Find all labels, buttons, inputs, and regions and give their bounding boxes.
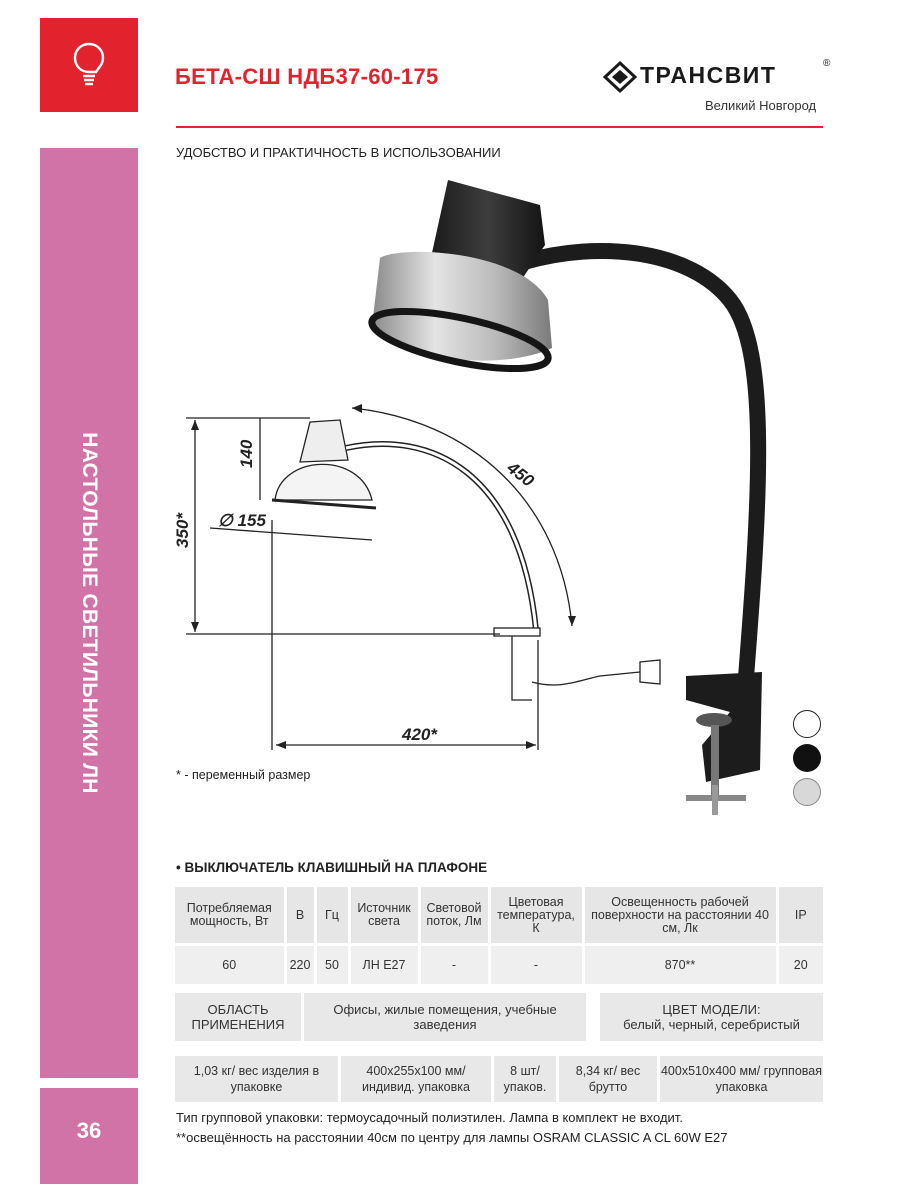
- switch-feature: • ВЫКЛЮЧАТЕЛЬ КЛАВИШНЫЙ НА ПЛАФОНЕ: [176, 860, 488, 875]
- bulb-logo-box: [40, 18, 138, 112]
- brand-city: Великий Новгород: [705, 98, 817, 113]
- footnote-illuminance: **освещённость на расстоянии 40см по центру для лампы OSRAM CLASSIC A CL 60W E27: [176, 1130, 728, 1145]
- value-cell: 220: [285, 945, 315, 985]
- specs-value-row: [175, 945, 823, 985]
- application-label: ОБЛАСТЬ ПРИМЕНЕНИЯ: [175, 993, 301, 1041]
- header-cell: Цветовая температура, К: [489, 887, 583, 945]
- value-cell: 60: [175, 945, 285, 985]
- header-cell: В: [285, 887, 315, 945]
- lightbulb-icon: [40, 18, 138, 112]
- header-cell: Освещенность рабочей поверхности на расстоянии 40 см, Лк: [583, 887, 777, 945]
- dim-width: 420*: [402, 725, 437, 744]
- dim-arm-length: 450: [503, 458, 538, 491]
- pack-weight: 1,03 кг/ вес изделия в упаковке: [175, 1056, 338, 1102]
- registered-mark: ®: [823, 58, 831, 69]
- product-title: БЕТА-СШ НДБ37-60-175: [175, 64, 439, 89]
- dim-height-top: 140: [237, 439, 256, 468]
- pack-individual: 400х255х100 мм/ индивид. упаковка: [341, 1056, 491, 1102]
- header-divider: [176, 126, 823, 128]
- value-cell: -: [489, 945, 583, 985]
- dim-height-total: 350*: [173, 513, 192, 548]
- specs-table: [175, 887, 823, 984]
- pack-group: 400х510х400 мм/ групповая упаковка: [660, 1056, 823, 1102]
- page-number: 36: [76, 1118, 102, 1143]
- swatch-white: [793, 710, 821, 738]
- lamp-photo: [367, 180, 762, 815]
- header-cell: Потребляемая мощность, Вт: [175, 887, 285, 945]
- header-cell: IP: [777, 887, 823, 945]
- variable-size-note: * - переменный размер: [176, 768, 311, 782]
- value-cell: 870**: [583, 945, 777, 985]
- footnote-packaging: Тип групповой упаковки: термоусадочный полиэтилен. Лампа в комплект не входит.: [176, 1110, 683, 1125]
- subtitle: УДОБСТВО И ПРАКТИЧНОСТЬ В ИСПОЛЬЗОВАНИИ: [176, 145, 501, 160]
- pack-gross-weight: 8,34 кг/ вес брутто: [559, 1056, 657, 1102]
- value-cell: 20: [777, 945, 823, 985]
- swatch-black: [793, 744, 821, 772]
- header-cell: Гц: [315, 887, 349, 945]
- model-colors-label: ЦВЕТ МОДЕЛИ:: [662, 1002, 761, 1017]
- model-colors: [600, 993, 823, 1041]
- product-illustration: [150, 165, 850, 835]
- brand-logo-icon: [602, 60, 638, 94]
- application-value: Офисы, жилые помещения, учебные заведения: [304, 993, 586, 1041]
- value-cell: -: [419, 945, 489, 985]
- dimension-drawing: [186, 408, 660, 750]
- pack-count: 8 шт/ упаков.: [494, 1056, 556, 1102]
- model-colors-value: белый, черный, серебристый: [623, 1017, 800, 1032]
- value-cell: 50: [315, 945, 349, 985]
- sidebar-category-label: НАСТОЛЬНЫЕ СВЕТИЛЬНИКИ ЛН: [78, 432, 101, 794]
- brand-name: ТРАНСВИТ: [640, 62, 777, 88]
- header-cell: Световой поток, Лм: [419, 887, 489, 945]
- value-cell: ЛН Е27: [349, 945, 419, 985]
- swatch-silver: [793, 778, 821, 806]
- specs-header-row: [175, 887, 823, 945]
- header-cell: Источник света: [349, 887, 419, 945]
- dim-diameter: ∅ 155: [218, 511, 266, 530]
